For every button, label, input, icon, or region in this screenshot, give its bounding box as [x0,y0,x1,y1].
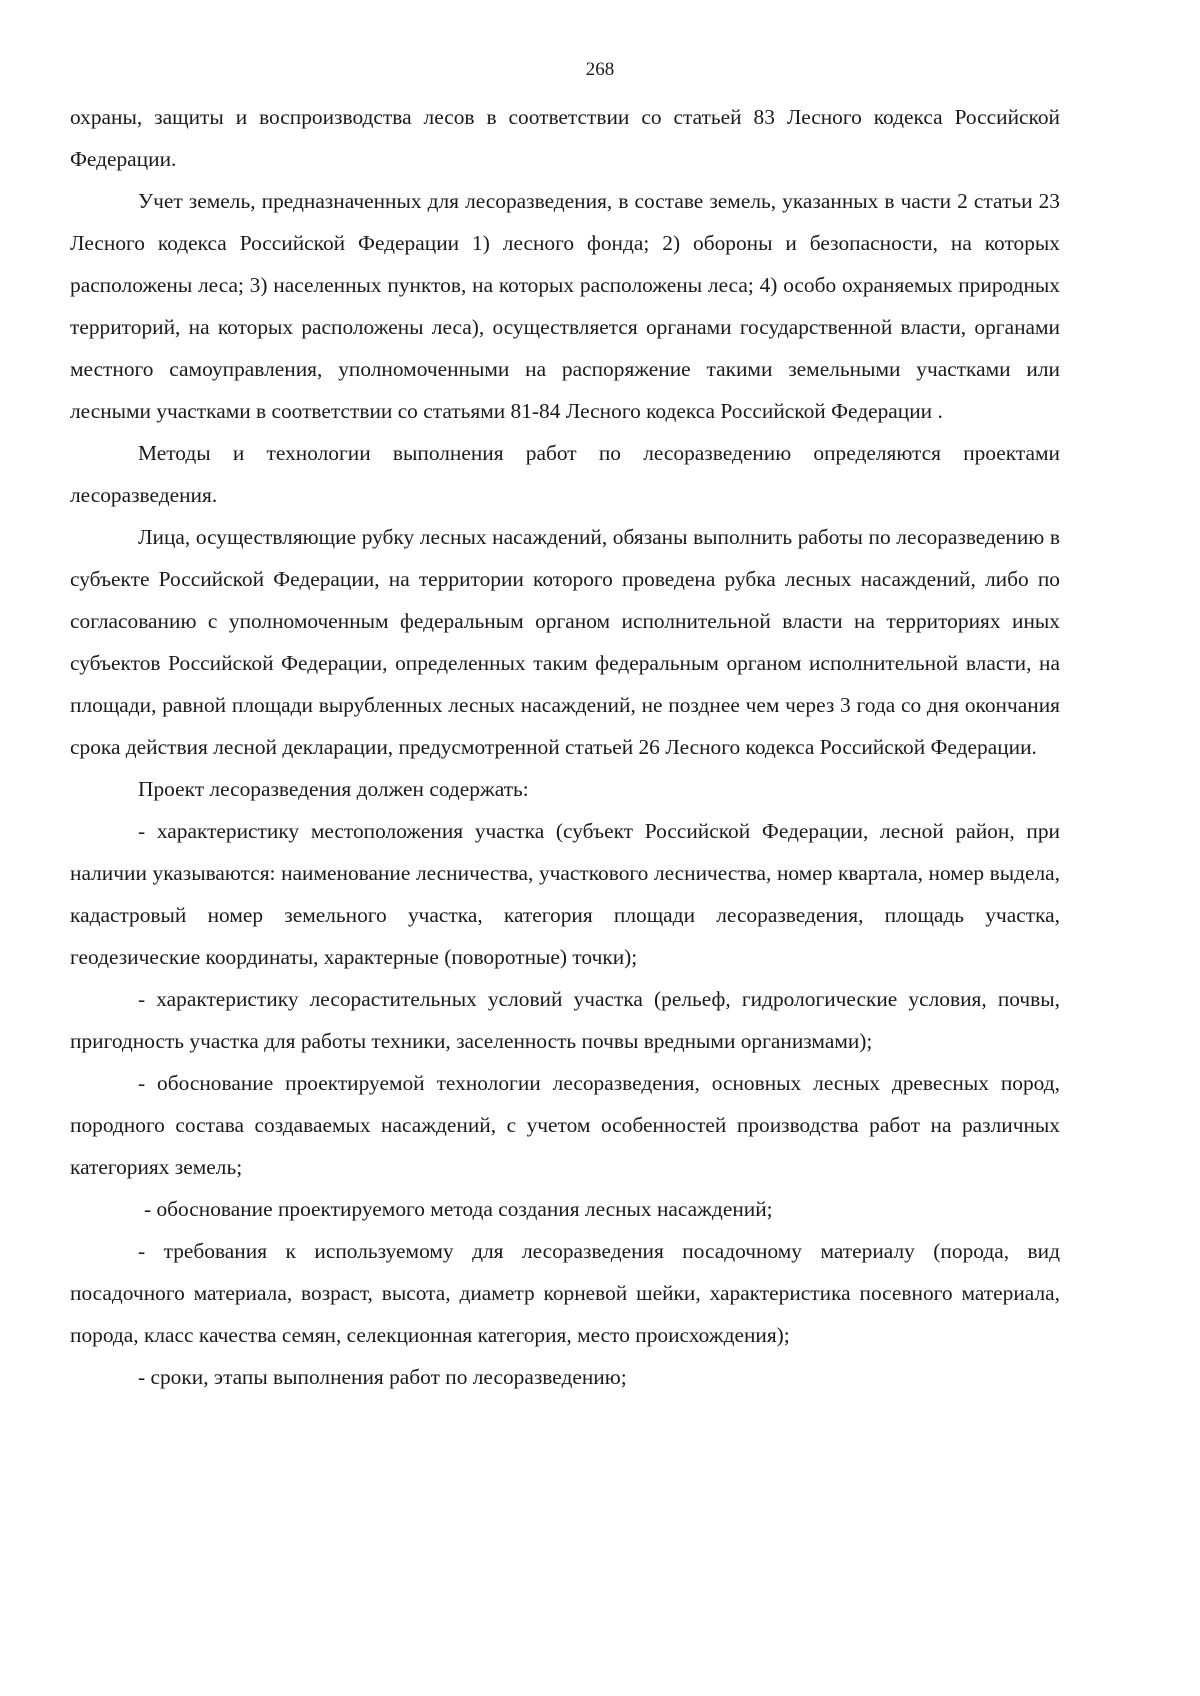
list-item-schedule: - сроки, этапы выполнения работ по лесоразведению; [138,1365,627,1389]
list-item-technology-justification: - обоснование проектируемой технологии лесоразведения, основных лесных древесных пород, породного состава создаваемых насаждений, с учетом особенностей производства работ на различных категориях земель; [70,1071,1060,1179]
document-body [70,96,1060,1398]
page-number: 268 [585,59,615,80]
list-item-location: - характеристику местоположения участка (субъект Российской Федерации, лесной район, при наличии указываются: наименование лесничества, участкового лесничества, номер квартала, номер выдела, кадастровый номер земельного участка, категория площади лесоразведения, площадь участка, геодезические координаты, характерные (поворотные) точки); [70,819,1060,969]
list-item-planting-material: - требования к используемому для лесоразведения посадочному материалу (порода, вид посадочного материала, возраст, высота, диаметр корневой шейки, характеристика посевного материала, порода, класс качества семян, селекционная категория, место происхождения); [70,1239,1060,1347]
paragraph-project-contents-intro: Проект лесоразведения должен содержать: [138,777,529,801]
paragraph-land-accounting: Учет земель, предназначенных для лесоразведения, в составе земель, указанных в части 2 статьи 23 Лесного кодекса Российской Федерации 1) лесного фонда; 2) обороны и безопасности, на которых расположены леса; 3) населенных пунктов, на которых расположены леса; 4) особо охраняемых природных территорий, на которых расположены леса), осуществляется органами государственной власти, органами местного самоуправления, уполномоченными на распоряжение такими земельными участками или лесными участками в соответствии со статьями 81-84 Лесного кодекса Российской Федерации . [70,189,1060,423]
paragraph-continuation: охраны, защиты и воспроизводства лесов в соответствии со статьей 83 Лесного кодекса Российской Федерации. [70,105,1060,171]
paragraph-logging-obligations: Лица, осуществляющие рубку лесных насаждений, обязаны выполнить работы по лесоразведению в субъекте Российской Федерации, на территории которого проведена рубка лесных насаждений, либо по согласованию с уполномоченным федеральным органом исполнительной власти на территориях иных субъектов Российской Федерации, определенных таким федеральным органом исполнительной власти, на площади, равной площади вырубленных лесных насаждений, не позднее чем через 3 года со дня окончания срока действия лесной декларации, предусмотренной статьей 26 Лесного кодекса Российской Федерации. [70,525,1060,759]
paragraph-methods: Методы и технологии выполнения работ по лесоразведению определяются проектами лесоразведения. [70,441,1060,507]
list-item-method-justification: - обоснование проектируемого метода создания лесных насаждений; [144,1197,773,1221]
list-item-growing-conditions: - характеристику лесорастительных условий участка (рельеф, гидрологические условия, почвы, пригодность участка для работы техники, заселенность почвы вредными организмами); [70,987,1060,1053]
